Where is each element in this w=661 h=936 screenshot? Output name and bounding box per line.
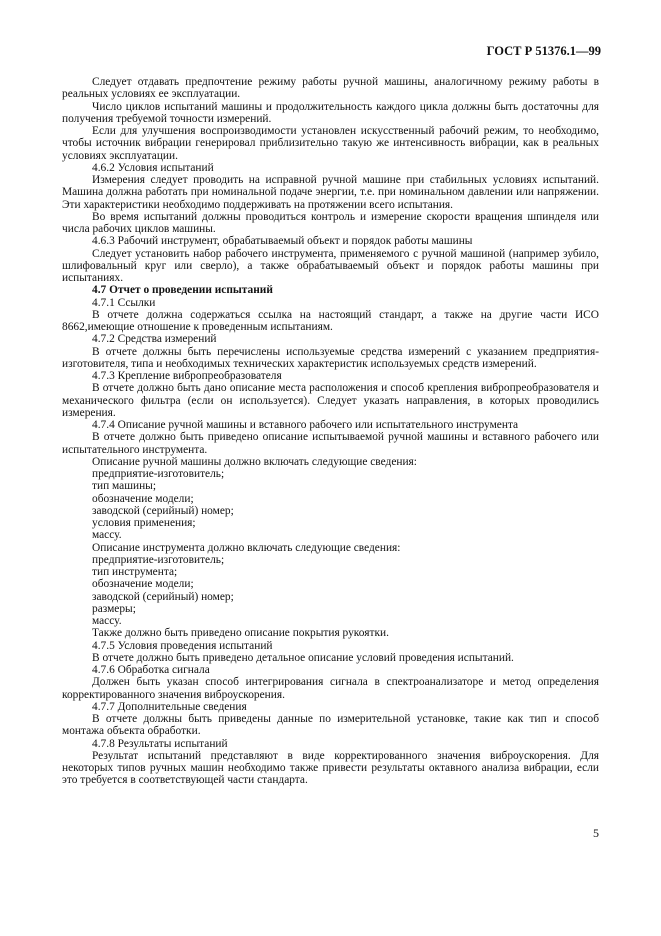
section-heading: 4.7.8 Результаты испытаний: [92, 737, 228, 750]
paragraph: Если для улучшения воспроизводимости установлен искусственный рабочий режим, то необходимо, чтобы источник вибрации генерировал приблизительно такую же интенсивность вибрации, как в реальных условиях эксплуатации.: [62, 125, 599, 162]
paragraph: Результат испытаний представляют в виде корректированного значения виброускорения. Для некоторых типов ручных машин необходимо также привести результаты октавного анализа вибрации, если это требуется в соответствующей части стандарта.: [62, 749, 599, 787]
section-heading: 4.7.6 Обработка сигнала: [92, 664, 210, 676]
list-item: условия применения;: [92, 517, 196, 529]
paragraph: Следует отдавать предпочтение режиму работы ручной машины, аналогичному режиму работы в реальных условиях ее эксплуатации.: [62, 76, 599, 101]
section-heading: 4.7.1 Ссылки: [92, 296, 156, 309]
section-heading: 4.7.3 Крепление вибропреобразователя: [92, 370, 282, 382]
paragraph: В отчете должна содержаться ссылка на настоящий стандарт, а также на другие части ИСО 8662,имеющие отношение к проведенным испытаниям.: [62, 308, 599, 333]
list-item: обозначение модели;: [92, 578, 194, 591]
list-item: заводской (серийный) номер;: [92, 504, 234, 517]
document-body: [62, 76, 599, 787]
list-item: размеры;: [92, 602, 136, 615]
section-heading: 4.6.3 Рабочий инструмент, обрабатываемый объект и порядок работы машины: [92, 235, 473, 248]
document-header: ГОСТ Р 51376.1—99: [486, 44, 601, 58]
paragraph: Описание инструмента должно включать следующие сведения:: [92, 541, 401, 554]
section-heading: 4.7.5 Условия проведения испытаний: [92, 639, 273, 652]
page-number: 5: [593, 826, 599, 840]
list-item: тип машины;: [92, 480, 156, 493]
list-item: обозначение модели;: [92, 492, 194, 505]
paragraph: В отчете должны быть перечислены используемые средства измерений с указанием предприятия-изготовителя, типа и необходимых технических характеристик используемых средств измерений.: [62, 345, 599, 370]
paragraph: В отчете должно быть дано описание места расположения и способ крепления вибропреобразователя и механического фильтра (если он используется). Следует указать направления, в которых проводились измерения.: [62, 382, 599, 419]
list-item: тип инструмента;: [92, 566, 178, 578]
paragraph: Описание ручной машины должно включать следующие сведения:: [92, 455, 417, 468]
section-heading: 4.7.2 Средства измерений: [92, 333, 217, 346]
list-item: массу.: [92, 615, 122, 627]
list-item: массу.: [92, 529, 122, 542]
section-heading: 4.7.4 Описание ручной машины и вставного рабочего или испытательного инструмента: [92, 419, 519, 431]
section-heading: 4.6.2 Условия испытаний: [92, 161, 214, 174]
paragraph: Число циклов испытаний машины и продолжительность каждого цикла должны быть достаточны для получения требуемой точности измерений.: [62, 100, 599, 125]
section-title: 4.7 Отчет о проведении испытаний: [92, 284, 273, 297]
paragraph: Также должно быть приведено описание покрытия рукоятки.: [92, 627, 389, 640]
list-item: предприятие-изготовитель;: [92, 468, 225, 480]
paragraph: Должен быть указан способ интегрирования сигнала в спектроанализаторе и метод определения корректированного значения виброускорения.: [62, 676, 599, 701]
paragraph: Следует установить набор рабочего инструмента, применяемого с ручной машиной (например зубило, шлифовальный круг или сверло), а также обрабатываемый объект и порядок работы машины при испытаниях.: [62, 247, 599, 284]
paragraph: В отчете должны быть приведены данные по измерительной установке, такие как тип и способ монтажа объекта обработки.: [62, 713, 599, 738]
paragraph: Во время испытаний должны проводиться контроль и измерение скорости вращения шпинделя или числа рабочих циклов машины.: [62, 210, 599, 235]
section-heading: 4.7.7 Дополнительные сведения: [92, 700, 247, 713]
paragraph: В отчете должно быть приведено описание испытываемой ручной машины и вставного рабочего или испытательного инструмента.: [62, 431, 599, 456]
list-item: предприятие-изготовитель;: [92, 553, 225, 566]
paragraph: В отчете должно быть приведено детальное описание условий проведения испытаний.: [92, 651, 514, 664]
paragraph: Измерения следует проводить на исправной ручной машине при стабильных условиях испытаний. Машина должна работать при номинальной подаче энергии, т.е. при номинальном давлении или напряжении. Эти характеристики необходимо поддерживать на протяжении всего испытания.: [62, 174, 599, 211]
list-item: заводской (серийный) номер;: [92, 590, 234, 603]
